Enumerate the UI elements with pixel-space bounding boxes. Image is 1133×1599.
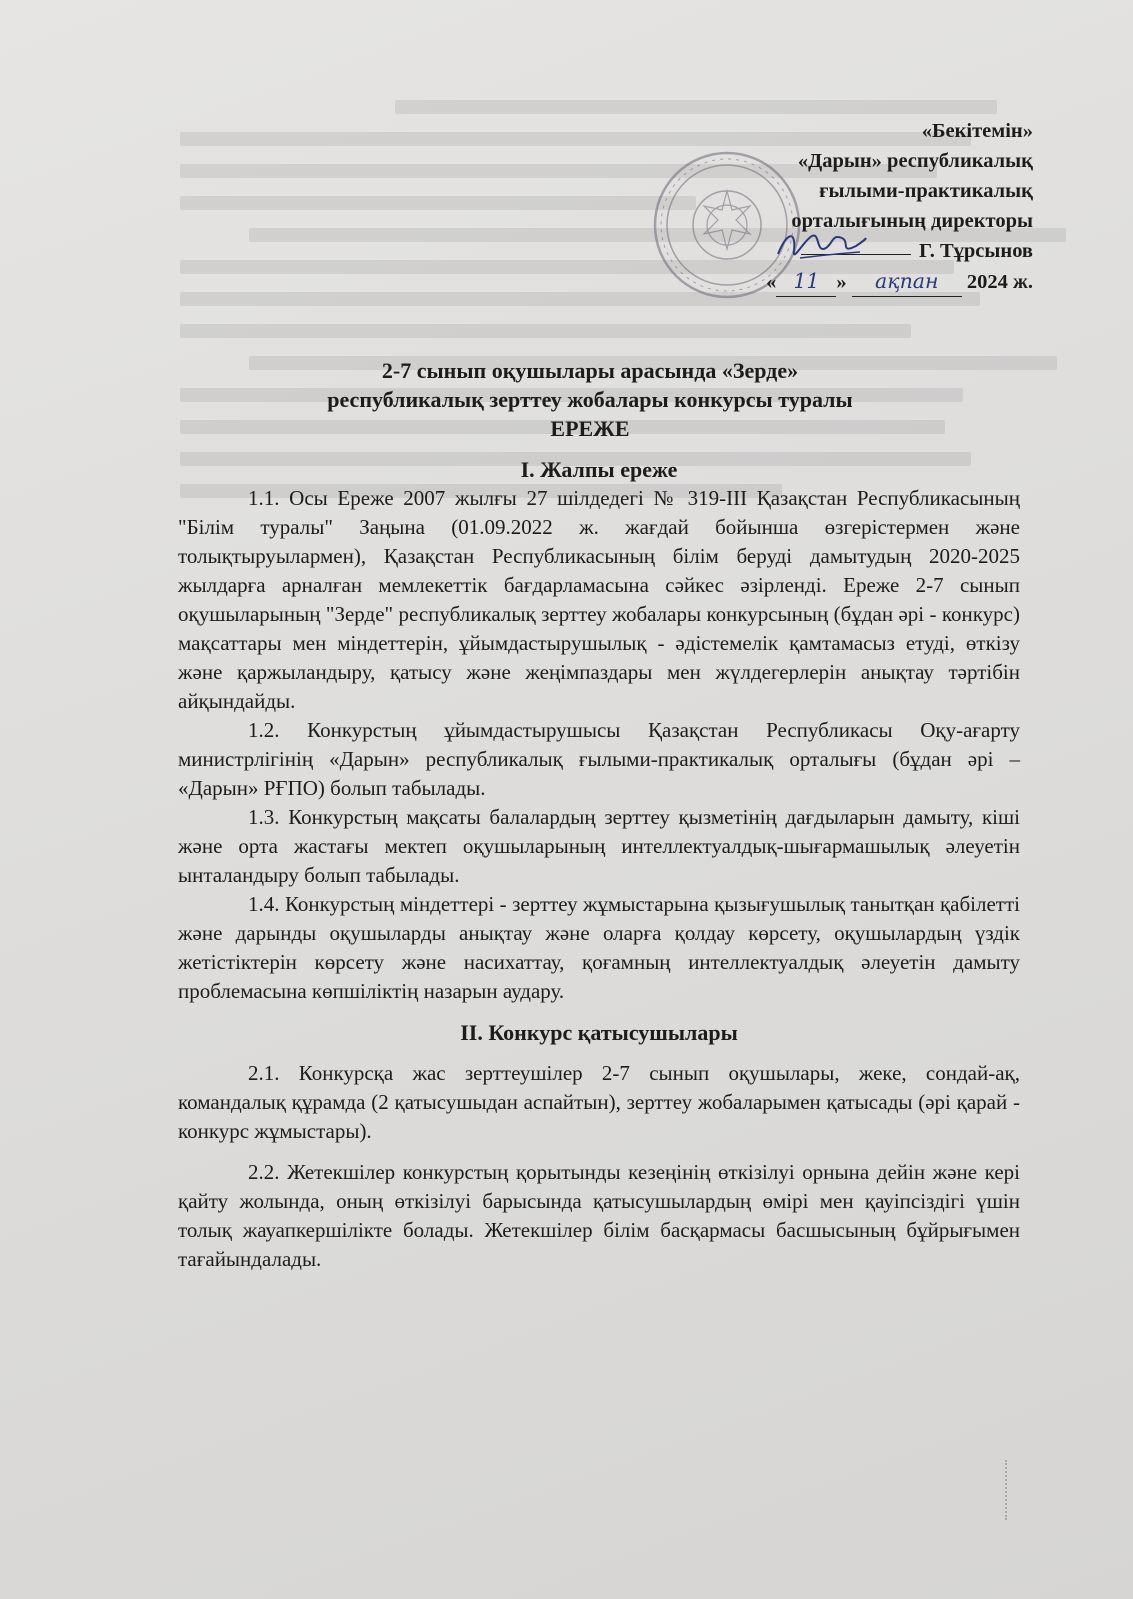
title-line-3: ЕРЕЖЕ	[550, 416, 630, 441]
approval-line-1: «Бекітемін»	[921, 120, 1033, 142]
title-line-2: республикалық зерттеу жобалары конкурсы туралы	[327, 387, 853, 412]
section-1-heading: І. Жалпы ереже	[520, 457, 678, 482]
signature-icon	[770, 220, 870, 270]
signer-name: Г. Тұрсынов	[918, 240, 1033, 262]
approval-date: « 11 » ақпан 2024 ж.	[766, 266, 1033, 297]
date-month: ақпан	[852, 266, 962, 297]
paragraph-1-3: 1.3. Конкурстың мақсаты балалардың зерттеу қызметінің дағдыларын дамыту, кіші және орта жастағы мектеп оқушыларының интеллектуалдық-шығармашылық әлеуетін ынталандыру болып табылады.	[178, 805, 1020, 887]
paragraph-1-2: 1.2. Конкурстың ұйымдастырушысы Қазақстан Республикасы Оқу-ағарту министрлігінің «Дарын» республикалық ғылыми-практикалық орталығы (бұдан әрі – «Дарын» РҒПО) болып табылады.	[178, 718, 1020, 800]
paragraph-2-2: 2.2. Жетекшілер конкурстың қорытынды кезеңінің өткізілуі орнына дейін және кері қайту жолында, оның өткізілуі барысында қатысушылардың өмірі мен қауіпсіздігі үшін толық жауапкершілікте болады. Жетекшілер білім басқармасы басшысының бұйрығымен тағайындалады.	[178, 1160, 1020, 1271]
document-title	[170, 356, 1010, 443]
section-2-heading: ІІ. Конкурс қатысушылары	[460, 1020, 738, 1045]
document-body	[178, 455, 1020, 1274]
title-line-1: 2-7 сынып оқушылары арасында «Зерде»	[381, 358, 799, 383]
date-day: 11	[776, 266, 836, 297]
approval-line-2: «Дарын» республикалық	[797, 150, 1033, 172]
paragraph-2-1: 2.1. Конкурсқа жас зерттеушілер 2-7 сынып оқушылары, жеке, сондай-ақ, командалық құрамда (2 қатысушыдан аспайтын), зерттеу жобаларымен қатысады (әрі қарай - конкурс жұмыстары).	[178, 1061, 1020, 1143]
paragraph-1-4: 1.4. Конкурстың міндеттері - зерттеу жұмыстарына қызығушылық танытқан қабілетті және дарынды оқушыларды анықтау және оларға қолдау көрсету, оқушылардың үздік жетістіктерін көрсету және насихаттау, қоғамның интеллектуалдық әлеуетін дамыту проблемасына көпшіліктің назарын аудару.	[178, 892, 1020, 1003]
page-edge-marks	[1005, 1460, 1013, 1520]
approval-line-3: ғылыми-практикалық	[819, 180, 1033, 202]
paragraph-1-1: 1.1. Осы Ереже 2007 жылғы 27 шілдедегі № 319-ІІІ Қазақстан Республикасының "Білім туралы" Заңына (01.09.2022 ж. жағдай бойынша өзгерістермен және толықтыруылармен), Қазақстан Республикасының білім беруді дамытудың 2020-2025 жылдарға арналған мемлекеттік бағдарламасына сәйкес әзірленді. Ереже 2-7 сынып оқушыларының "Зерде" республикалық зерттеу жобалары конкурсының (бұдан әрі - конкурс) мақсаттары мен міндеттерін, ұйымдастырушылық - әдістемелік қамтамасыз етуді, өткізу және қаржыландыру, қатысу және жеңімпаздары мен жүлдегерлерін анықтау тәртібін айқындайды.	[178, 486, 1020, 713]
date-year: 2024 ж.	[966, 271, 1033, 293]
approval-line-4: орталығының директоры	[791, 210, 1033, 232]
